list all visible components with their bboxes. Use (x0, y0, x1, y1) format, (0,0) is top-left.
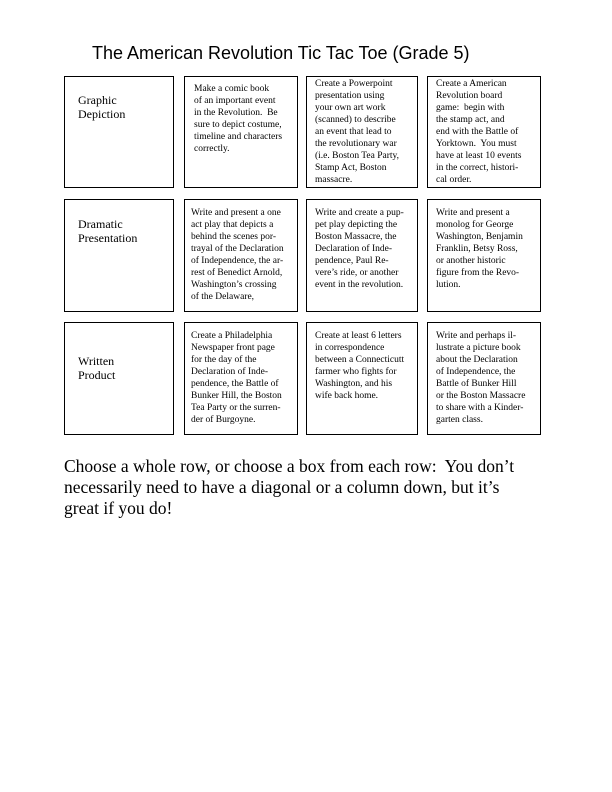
activity-text: Write and present a monolog for George Washington, Benjamin Franklin, Betsy Ross, or another historic figure from the Revo- lution. (436, 208, 523, 290)
activity-cell (306, 322, 418, 435)
row-label: Dramatic Presentation (78, 217, 138, 245)
activity-text: Create a American Revolution board game: begin with the stamp act, and end with the Battle of Yorktown. You must have at least 10 events in the correct, histori- cal order. (436, 79, 522, 185)
row-label: Written Product (78, 354, 116, 382)
activity-text: Create a Powerpoint presentation using your own art work (scanned) to describe an event that lead to the revolutionary war (i.e. Boston Tea Party, Stamp Act, Boston massacre. (315, 79, 400, 185)
instructions-text: Choose a whole row, or choose a box from each row: You don’t necessarily need to have a diagonal or a column down, but it’s great if you do! (64, 456, 515, 518)
activity-cell (306, 76, 418, 188)
activity-text: Write and create a pup- pet play depicting the Boston Massacre, the Declaration of Inde- pendence, Paul Re- vere’s ride, or another event in the revolution. (315, 208, 404, 290)
activity-text: Create at least 6 letters in correspondence between a Connecticutt farmer who fights for Washington, and his wife back home. (315, 331, 405, 401)
row-label-cell (64, 199, 174, 312)
activity-cell (427, 76, 541, 188)
activity-text: Make a comic book of an important event in the Revolution. Be sure to depict costume, timeline and characters correctly. (194, 84, 283, 154)
row-label-cell (64, 322, 174, 435)
activity-cell (427, 199, 541, 312)
page-title: The American Revolution Tic Tac Toe (Grade 5) (92, 43, 470, 63)
row-label: Graphic Depiction (78, 93, 126, 121)
activity-text: Write and perhaps il- lustrate a picture book about the Declaration of Independence, the Battle of Bunker Hill or the Boston Massacre to share with a Kinder- garten class. (436, 331, 526, 425)
activity-cell (184, 322, 298, 435)
row-label-cell (64, 76, 174, 188)
activity-cell (184, 76, 298, 188)
activity-text: Create a Philadelphia Newspaper front page for the day of the Declaration of Inde- pendence, the Battle of Bunker Hill, the Boston Tea Party or the surren- der of Burgoyne. (191, 331, 282, 425)
activity-text: Write and present a one act play that depicts a behind the scenes por- trayal of the Declaration of Independence, the ar- rest of Benedict Arnold, Washington’s crossing of the Delaware, (191, 208, 284, 302)
activity-cell (306, 199, 418, 312)
activity-cell (427, 322, 541, 435)
activity-cell (184, 199, 298, 312)
